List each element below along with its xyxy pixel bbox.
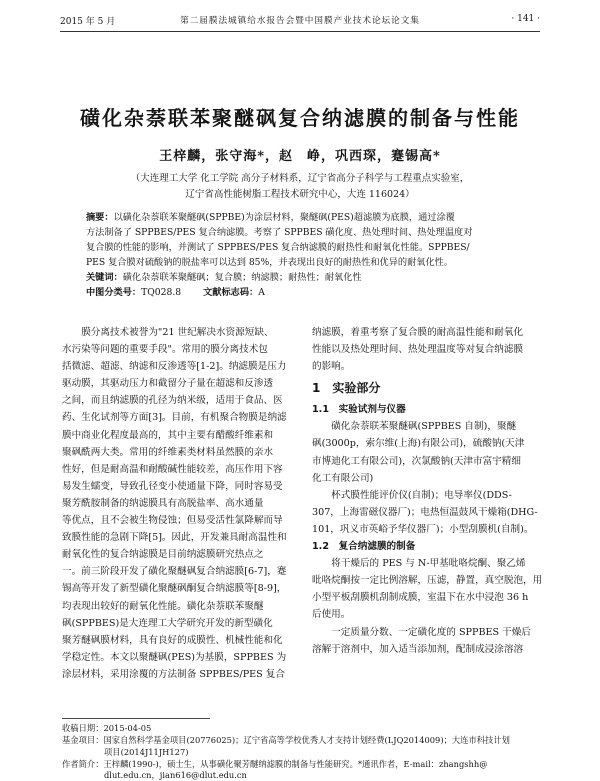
body-line: 磺化杂萘联苯聚醚砜(SPPBES 自制)，聚醚 bbox=[312, 421, 517, 433]
body-line: 溶解于溶剂中，加入适当添加剂，配制成浸涂溶溶 bbox=[312, 643, 524, 655]
body-line: 聚芳醚砜膜材料，具有良好的成膜性、机械性能和化 bbox=[62, 634, 283, 646]
body-line: 一。前三阶段开发了磺化聚醚砜复合纳滤膜[6-7]，蹇 bbox=[62, 566, 287, 578]
body-line: 性能以及热处理时间、热处理温度等对复合纳滤膜 bbox=[312, 344, 524, 356]
body-line: 砜(3000p，索尔维(上海)有限公司)，硫酸钠(天津 bbox=[312, 438, 525, 450]
body-line: 小型平板刮膜机刮制成膜，室温下在水中浸泡 36 h bbox=[312, 592, 529, 604]
paper-title: 磺化杂萘联苯聚醚砜复合纳滤膜的制备与性能 bbox=[80, 106, 520, 130]
abstract: 摘要：以磺化杂萘联苯聚醚砜(SPPBE)为涂层材料，聚醚砜(PES)超滤膜为底膜，通过涂覆 方法制备了 SPPBES/PES 复合纳滤膜。考察了 SPPBES 磺化度、热处理时间、热处理温度对 复合膜的性能的影响，并测试了 SPPBES/PES 复合纳滤膜的耐热性和耐氧化性能。SPPBES/ PES 复合膜对硫酸钠的脱盐率可以达到 85%，并表现出良好的耐热性和优异的耐氧化性。 关键词：磺化杂萘联苯聚醚砜；复合膜；纳滤膜；耐热性；耐氧化性 中图分类号：TQ028.8 文献标志码：A bbox=[86, 210, 518, 300]
affiliation-line-2: 辽宁省高性能树脂工程技术研究中心，大连 116024） bbox=[185, 189, 415, 200]
body-line: 聚砜酰两大类。常用的纤维素类材料虽然膜的亲水 bbox=[62, 446, 274, 458]
body-line: 聚芳酰胺制备的纳滤膜具有高脱盐率、高水通量 bbox=[62, 497, 264, 509]
body-line: 后使用。 bbox=[312, 609, 351, 621]
subsection-heading-reagents: 1.1 实验试剂与仪器 bbox=[312, 404, 406, 416]
body-line: 涂层材料，采用涂覆的方法制备 SPPBES/PES 复合 bbox=[62, 668, 285, 680]
keywords: 关键词：磺化杂萘联苯聚醚砜；复合膜；纳滤膜；耐热性；耐氧化性 bbox=[86, 272, 362, 283]
body-line: 水污染等问题的重要手段"。常用的膜分离技术包 bbox=[62, 344, 268, 356]
header-rule bbox=[60, 31, 540, 32]
body-line: 等优点，且不会被生物侵蚀；但易受活性氯降解而导 bbox=[62, 515, 283, 527]
header-page-number: · 141 · bbox=[511, 14, 540, 24]
body-line: 纳滤膜，着重考察了复合膜的耐高温性能和耐氧化 bbox=[312, 327, 524, 338]
body-line: 将干燥后的 PES 与 N-甲基吡咯烷酮、聚乙烯 bbox=[312, 558, 526, 570]
body-line: 的影响。 bbox=[312, 361, 351, 373]
footnote-author-cont: dlut.edu.cn，jian616@dlut.edu.cn bbox=[104, 770, 247, 780]
body-line: 一定质量分数、一定磺化度的 SPPBES 干燥后 bbox=[312, 626, 531, 638]
footnote-author: 作者简介：王梓麟(1990-)，硕士生，从事磺化聚芳醚纳滤膜的制备与性能研究。*通讯作者，E-mail：zhangshh@ bbox=[62, 759, 488, 769]
body-line: 101，巩义市英峪予华仪器厂)；小型刮膜机(自制)。 bbox=[312, 523, 534, 535]
section-heading-experiment: 1 实验部分 bbox=[312, 381, 381, 396]
classification: 中图分类号：TQ028.8 文献标志码：A bbox=[86, 287, 265, 298]
body-line: 307，上海雷磁仪器厂)；电热恒温鼓风干燥箱(DHG- bbox=[312, 506, 538, 518]
body-line: 药、生化试剂等方面[3]。目前，有机聚合物膜是纳滤 bbox=[62, 412, 287, 424]
body-line: 括微滤、超滤、纳滤和反渗透等[1-2]。纳滤膜是压力 bbox=[62, 361, 287, 373]
footnote-rule bbox=[62, 718, 210, 719]
column-right bbox=[312, 324, 548, 658]
body-line: 之间，而且纳滤膜的孔径为纳米级，适用于食品、医 bbox=[62, 395, 283, 407]
author-list: 王梓麟，张守海*，赵 峥，巩西琛，蹇锡高* bbox=[159, 149, 441, 164]
body-line: 锡高等开发了新型磺化聚醚砜酮复合纳滤膜等[8-9]， bbox=[62, 583, 287, 595]
abstract-label: 摘要： bbox=[86, 212, 114, 223]
footnote-fund-cont: 项目(2014J11JH127) bbox=[104, 747, 189, 757]
body-line: 驱动膜，其驱动压力和截留分子量在超滤和反渗透 bbox=[62, 378, 274, 390]
body-line: 膜中商业化程度最高的，其中主要有醋酸纤维素和 bbox=[62, 429, 274, 441]
body-line: 耐氧化性的复合纳滤膜是目前纳滤膜研究热点之 bbox=[62, 549, 264, 561]
body-line: 性好，但是耐高温和耐酸碱性能较差，高压作用下容 bbox=[62, 463, 283, 475]
subsection-heading-preparation: 1.2 复合纳滤膜的制备 bbox=[312, 541, 416, 553]
body-line: 化工有限公司) bbox=[312, 472, 374, 484]
header-date: 2015 年 5 月 bbox=[60, 17, 116, 27]
body-line: 吡咯烷酮按一定比例溶解，压滤，静置，真空脱泡，用 bbox=[312, 575, 543, 587]
affiliation-line-1: （大连理工大学 化工学院 高分子材料系，辽宁省高分子科学与工程重点实验室， bbox=[130, 173, 470, 184]
column-left bbox=[62, 324, 307, 683]
footnote-fund: 基金项目：国家自然科学基金项目(20776025)；辽宁省高等学校优秀人才支持计划经费(LJQ2014009)；大连市科技计划 bbox=[62, 735, 510, 745]
body-line: 杯式膜性能评价仪(自制)；电导率仪(DDS- bbox=[312, 489, 512, 501]
header-proceedings: 第二届膜法城镇给水报告会暨中国膜产业技术论坛论文集 bbox=[180, 16, 420, 26]
body-line: 均表现出较好的耐氧化性能。磺化杂萘联苯聚醚 bbox=[62, 600, 264, 612]
body-line: 市博迪化工有限公司)，次氯酸钠(天津市富宇精细 bbox=[312, 455, 521, 467]
body-line: 致膜性能的急剧下降[5]。因此，开发兼具耐高温性和 bbox=[62, 532, 287, 544]
running-header bbox=[0, 0, 600, 34]
body-line: 易发生蠕变，导致孔径变小使通量下降，同时容易受 bbox=[62, 480, 283, 492]
body-line: 砜(SPPBES)是大连理工大学研究开发的新型磺化 bbox=[62, 617, 273, 629]
body-line: 膜分离技术被誉为"21 世纪解决水资源短缺、 bbox=[81, 327, 274, 338]
footnote-received: 收稿日期：2015-04-05 bbox=[62, 723, 152, 733]
body-line: 学稳定性。本文以聚醚砜(PES)为基膜，SPPBES 为 bbox=[62, 651, 287, 663]
